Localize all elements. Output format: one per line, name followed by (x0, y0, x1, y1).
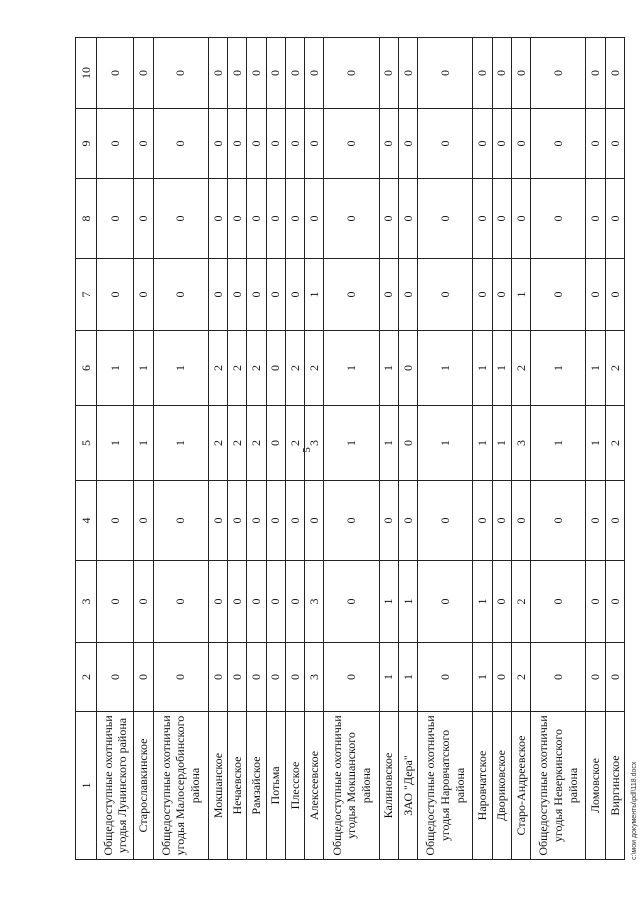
value-cell: 0 (492, 259, 511, 331)
value-cell: 0 (266, 561, 285, 643)
value-cell: 0 (492, 481, 511, 561)
value-cell: 0 (379, 481, 398, 561)
value-cell: 3 (511, 406, 530, 481)
value-cell: 0 (531, 259, 586, 331)
table-row (208, 38, 227, 860)
table-row (247, 38, 266, 860)
value-cell: 0 (228, 179, 247, 259)
value-cell: 0 (473, 259, 492, 331)
value-cell: 0 (208, 481, 227, 561)
value-cell: 0 (473, 481, 492, 561)
value-cell: 1 (473, 406, 492, 481)
value-cell: 0 (531, 38, 586, 109)
header-col-7: 7 (76, 259, 97, 331)
value-cell: 0 (228, 561, 247, 643)
rotated-page-content (75, 38, 638, 860)
value-cell: 0 (97, 38, 134, 109)
row-name-cell: Алексеевское (305, 712, 324, 860)
value-cell: 0 (586, 561, 605, 643)
row-name-cell: Старославкинское (134, 712, 153, 860)
value-cell: 0 (605, 109, 624, 179)
value-cell: 2 (305, 331, 324, 406)
value-cell: 1 (134, 331, 153, 406)
value-cell: 0 (266, 179, 285, 259)
value-cell: 0 (97, 179, 134, 259)
value-cell: 0 (492, 38, 511, 109)
value-cell: 1 (492, 406, 511, 481)
value-cell: 2 (247, 406, 266, 481)
value-cell: 0 (418, 561, 473, 643)
header-col-6: 6 (76, 331, 97, 406)
value-cell: 1 (492, 331, 511, 406)
table-row (605, 38, 624, 860)
value-cell: 0 (492, 561, 511, 643)
value-cell: 0 (134, 561, 153, 643)
value-cell: 0 (285, 179, 304, 259)
value-cell: 0 (305, 38, 324, 109)
value-cell: 0 (511, 179, 530, 259)
value-cell: 0 (97, 259, 134, 331)
value-cell: 0 (586, 481, 605, 561)
value-cell: 0 (324, 561, 379, 643)
page-number: 5 (300, 447, 313, 453)
table-row (305, 38, 324, 860)
value-cell: 0 (324, 481, 379, 561)
value-cell: 0 (418, 481, 473, 561)
value-cell: 0 (228, 481, 247, 561)
row-name-cell: Нечаевское (228, 712, 247, 860)
value-cell: 0 (379, 38, 398, 109)
row-name-cell: Рамзайское (247, 712, 266, 860)
value-cell: 0 (247, 109, 266, 179)
value-cell: 2 (511, 331, 530, 406)
value-cell: 0 (473, 38, 492, 109)
value-cell: 1 (97, 331, 134, 406)
document-path-footer: c:\мои документы\pdl\118.docx (631, 761, 638, 860)
value-cell: 0 (324, 179, 379, 259)
value-cell: 2 (208, 406, 227, 481)
value-cell: 0 (398, 259, 417, 331)
value-cell: 0 (418, 179, 473, 259)
value-cell: 0 (285, 643, 304, 712)
value-cell: 0 (247, 179, 266, 259)
value-cell: 1 (531, 331, 586, 406)
value-cell: 1 (418, 406, 473, 481)
value-cell: 0 (97, 481, 134, 561)
row-name-cell: ЗАО "Дера" (398, 712, 417, 860)
value-cell: 0 (531, 481, 586, 561)
value-cell: 0 (266, 331, 285, 406)
value-cell: 0 (605, 481, 624, 561)
table-row (324, 38, 379, 860)
value-cell: 0 (247, 481, 266, 561)
value-cell: 0 (97, 109, 134, 179)
value-cell: 1 (511, 259, 530, 331)
value-cell: 0 (153, 643, 208, 712)
header-col-8: 8 (76, 179, 97, 259)
value-cell: 0 (324, 38, 379, 109)
value-cell: 0 (285, 109, 304, 179)
table-row (285, 38, 304, 860)
row-name-cell: Общедоступные охотничьи угодья Малосердобинского района (153, 712, 208, 860)
value-cell: 0 (266, 481, 285, 561)
table-row (398, 38, 417, 860)
value-cell: 0 (531, 179, 586, 259)
value-cell: 0 (473, 109, 492, 179)
value-cell: 0 (418, 38, 473, 109)
table-row (379, 38, 398, 860)
value-cell: 0 (266, 109, 285, 179)
value-cell: 2 (208, 331, 227, 406)
value-cell: 0 (285, 259, 304, 331)
value-cell: 2 (605, 331, 624, 406)
value-cell: 1 (379, 561, 398, 643)
value-cell: 1 (324, 406, 379, 481)
header-col-3: 3 (76, 561, 97, 643)
header-col-9: 9 (76, 109, 97, 179)
row-name-cell: Виргинское (605, 712, 624, 860)
value-cell: 0 (153, 38, 208, 109)
value-cell: 0 (134, 109, 153, 179)
table-row (586, 38, 605, 860)
value-cell: 0 (531, 109, 586, 179)
value-cell: 0 (398, 481, 417, 561)
value-cell: 0 (398, 406, 417, 481)
value-cell: 0 (208, 179, 227, 259)
table-row (418, 38, 473, 860)
value-cell: 2 (511, 643, 530, 712)
value-cell: 0 (266, 259, 285, 331)
value-cell: 2 (228, 406, 247, 481)
value-cell: 0 (134, 643, 153, 712)
header-col-1: 1 (76, 712, 97, 860)
value-cell: 0 (586, 179, 605, 259)
value-cell: 1 (305, 259, 324, 331)
value-cell: 0 (418, 259, 473, 331)
header-col-10: 10 (76, 38, 97, 109)
value-cell: 0 (208, 643, 227, 712)
table-row (134, 38, 153, 860)
value-cell: 0 (153, 259, 208, 331)
value-cell: 0 (134, 38, 153, 109)
value-cell: 0 (208, 109, 227, 179)
value-cell: 0 (153, 481, 208, 561)
value-cell: 1 (473, 561, 492, 643)
value-cell: 0 (398, 331, 417, 406)
header-col-4: 4 (76, 481, 97, 561)
value-cell: 1 (531, 406, 586, 481)
table-wrapper (75, 38, 638, 860)
value-cell: 0 (586, 643, 605, 712)
value-cell: 0 (208, 561, 227, 643)
value-cell: 0 (305, 179, 324, 259)
value-cell: 1 (418, 331, 473, 406)
value-cell: 0 (305, 109, 324, 179)
value-cell: 0 (531, 561, 586, 643)
row-name-cell: Ломовское (586, 712, 605, 860)
table-row (511, 38, 530, 860)
value-cell: 0 (605, 38, 624, 109)
value-cell: 3 (305, 643, 324, 712)
value-cell: 0 (586, 109, 605, 179)
value-cell: 0 (586, 259, 605, 331)
value-cell: 1 (586, 331, 605, 406)
value-cell: 1 (473, 331, 492, 406)
value-cell: 0 (208, 259, 227, 331)
value-cell: 0 (605, 561, 624, 643)
value-cell: 0 (379, 179, 398, 259)
row-name-cell: Калиновское (379, 712, 398, 860)
value-cell: 0 (285, 481, 304, 561)
value-cell: 0 (266, 406, 285, 481)
row-name-cell: Старо-Андреевское (511, 712, 530, 860)
row-name-cell: Общедоступные охотничьи угодья Наровчатского района (418, 712, 473, 860)
value-cell: 2 (228, 331, 247, 406)
row-name-cell: Общедоступные охотничьи угодья Неверкинского района (531, 712, 586, 860)
value-cell: 0 (97, 561, 134, 643)
hunting-grounds-table (75, 37, 625, 860)
value-cell: 3 (305, 561, 324, 643)
value-cell: 0 (586, 38, 605, 109)
header-col-5: 5 (76, 406, 97, 481)
value-cell: 1 (134, 406, 153, 481)
value-cell: 0 (492, 179, 511, 259)
value-cell: 1 (586, 406, 605, 481)
value-cell: 0 (511, 109, 530, 179)
row-name-cell: Общедоступные охотничьи угодья Лунинского района (97, 712, 134, 860)
value-cell: 0 (605, 643, 624, 712)
value-cell: 0 (511, 481, 530, 561)
value-cell: 1 (379, 331, 398, 406)
value-cell: 0 (398, 179, 417, 259)
table-row (473, 38, 492, 860)
value-cell: 0 (208, 38, 227, 109)
value-cell: 0 (153, 561, 208, 643)
value-cell: 0 (228, 259, 247, 331)
value-cell: 0 (324, 259, 379, 331)
value-cell: 2 (285, 331, 304, 406)
value-cell: 2 (605, 406, 624, 481)
value-cell: 0 (605, 259, 624, 331)
header-col-2: 2 (76, 643, 97, 712)
row-name-cell: Плесское (285, 712, 304, 860)
value-cell: 0 (228, 38, 247, 109)
value-cell: 0 (531, 643, 586, 712)
value-cell: 0 (247, 259, 266, 331)
value-cell: 2 (285, 406, 304, 481)
value-cell: 0 (398, 38, 417, 109)
table-row (492, 38, 511, 860)
value-cell: 0 (228, 109, 247, 179)
table-body (97, 38, 625, 860)
value-cell: 0 (418, 643, 473, 712)
row-name-cell: Двориковское (492, 712, 511, 860)
row-name-cell: Потьма (266, 712, 285, 860)
value-cell: 0 (492, 643, 511, 712)
value-cell: 1 (379, 406, 398, 481)
value-cell: 1 (153, 331, 208, 406)
value-cell: 1 (398, 643, 417, 712)
value-cell: 0 (285, 38, 304, 109)
value-cell: 1 (398, 561, 417, 643)
value-cell: 0 (324, 643, 379, 712)
value-cell: 0 (379, 109, 398, 179)
value-cell: 1 (324, 331, 379, 406)
value-cell: 0 (473, 179, 492, 259)
value-cell: 0 (247, 643, 266, 712)
row-name-cell: Общедоступные охотничьи угодья Мокшанского района (324, 712, 379, 860)
value-cell: 0 (266, 38, 285, 109)
table-row (97, 38, 134, 860)
value-cell: 0 (324, 109, 379, 179)
value-cell: 0 (511, 38, 530, 109)
value-cell: 1 (473, 643, 492, 712)
value-cell: 2 (511, 561, 530, 643)
value-cell: 0 (247, 38, 266, 109)
row-name-cell: Наровчатское (473, 712, 492, 860)
value-cell: 0 (153, 179, 208, 259)
value-cell: 0 (605, 179, 624, 259)
value-cell: 0 (266, 643, 285, 712)
row-name-cell: Мокшанское (208, 712, 227, 860)
value-cell: 1 (153, 406, 208, 481)
table-row (228, 38, 247, 860)
value-cell: 0 (134, 481, 153, 561)
value-cell: 0 (285, 561, 304, 643)
value-cell: 0 (97, 643, 134, 712)
value-cell: 3 (305, 406, 324, 481)
table-row (531, 38, 586, 860)
value-cell: 1 (97, 406, 134, 481)
value-cell: 0 (492, 109, 511, 179)
table-header-row (76, 38, 97, 860)
table-row (266, 38, 285, 860)
value-cell: 0 (247, 561, 266, 643)
value-cell: 0 (379, 259, 398, 331)
value-cell: 1 (379, 643, 398, 712)
value-cell: 0 (305, 481, 324, 561)
value-cell: 0 (418, 109, 473, 179)
value-cell: 0 (134, 259, 153, 331)
value-cell: 0 (228, 643, 247, 712)
table-row (153, 38, 208, 860)
value-cell: 0 (398, 109, 417, 179)
value-cell: 0 (134, 179, 153, 259)
value-cell: 0 (153, 109, 208, 179)
value-cell: 2 (247, 331, 266, 406)
